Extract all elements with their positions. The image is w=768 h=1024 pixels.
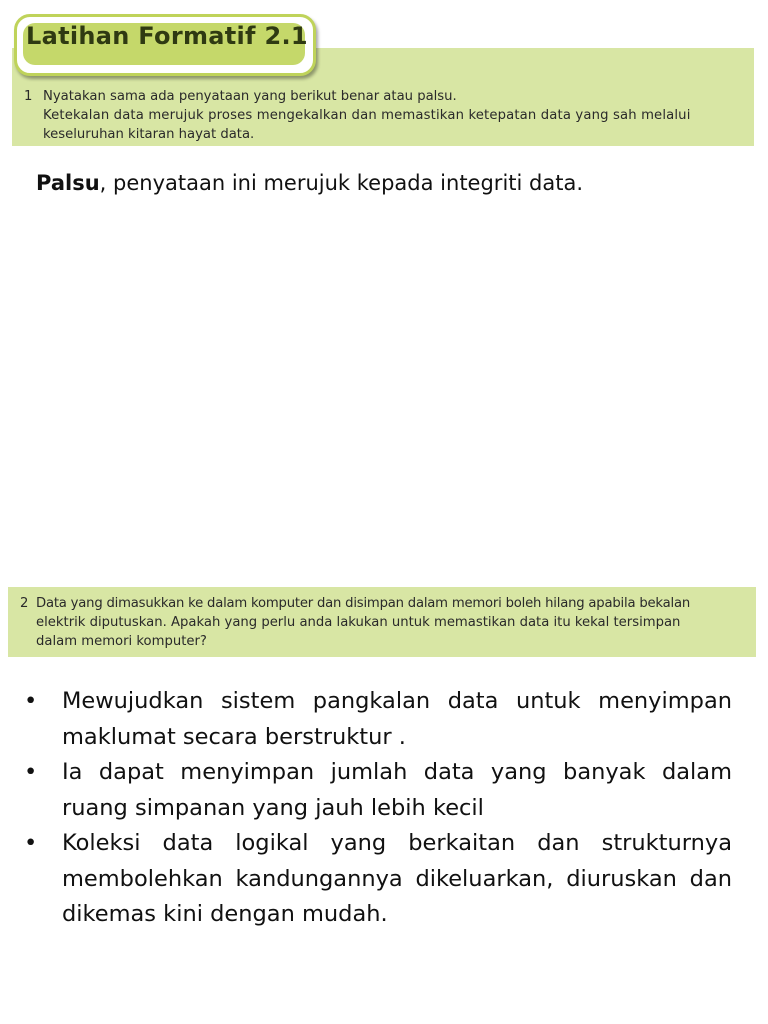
question-2-number: 2: [20, 596, 29, 611]
answer-1-rest: , penyataan ini merujuk kepada integriti data.: [99, 171, 583, 195]
question-1-line: keseluruhan kitaran hayat data.: [43, 127, 255, 142]
answer-2-list: [24, 684, 732, 933]
list-item: [24, 755, 732, 826]
answer-1: [36, 171, 583, 195]
question-1-line: Nyatakan sama ada penyataan yang berikut benar atau palsu.: [43, 89, 457, 104]
question-1-number: 1: [24, 89, 33, 104]
list-item: [24, 826, 732, 933]
page-title: Latihan Formatif 2.1: [26, 22, 308, 50]
question-2-line: dalam memori komputer?: [36, 634, 207, 649]
answer-1-bold: Palsu: [36, 171, 100, 195]
bullet-icon: •: [24, 759, 38, 785]
question-2-line: Data yang dimasukkan ke dalam komputer dan disimpan dalam memori boleh hilang apabila bekalan: [36, 596, 691, 611]
question-1-line: Ketekalan data merujuk proses mengekalkan dan memastikan ketepatan data yang sah melalui: [43, 108, 691, 123]
bullet-icon: •: [24, 830, 38, 856]
bullet-icon: •: [24, 688, 38, 714]
list-item-text: Koleksi data logikal yang berkaitan dan strukturnya membolehkan kandungannya dikeluarkan, diuruskan dan dikemas kini dengan mudah.: [62, 830, 732, 927]
list-item-text: Ia dapat menyimpan jumlah data yang banyak dalam ruang simpanan yang jauh lebih kecil: [62, 759, 732, 821]
list-item-text: Mewujudkan sistem pangkalan data untuk menyimpan maklumat secara berstruktur .: [62, 688, 732, 750]
question-2-line: elektrik diputuskan. Apakah yang perlu anda lakukan untuk memastikan data itu kekal tersimpan: [36, 615, 681, 630]
list-item: [24, 684, 732, 755]
